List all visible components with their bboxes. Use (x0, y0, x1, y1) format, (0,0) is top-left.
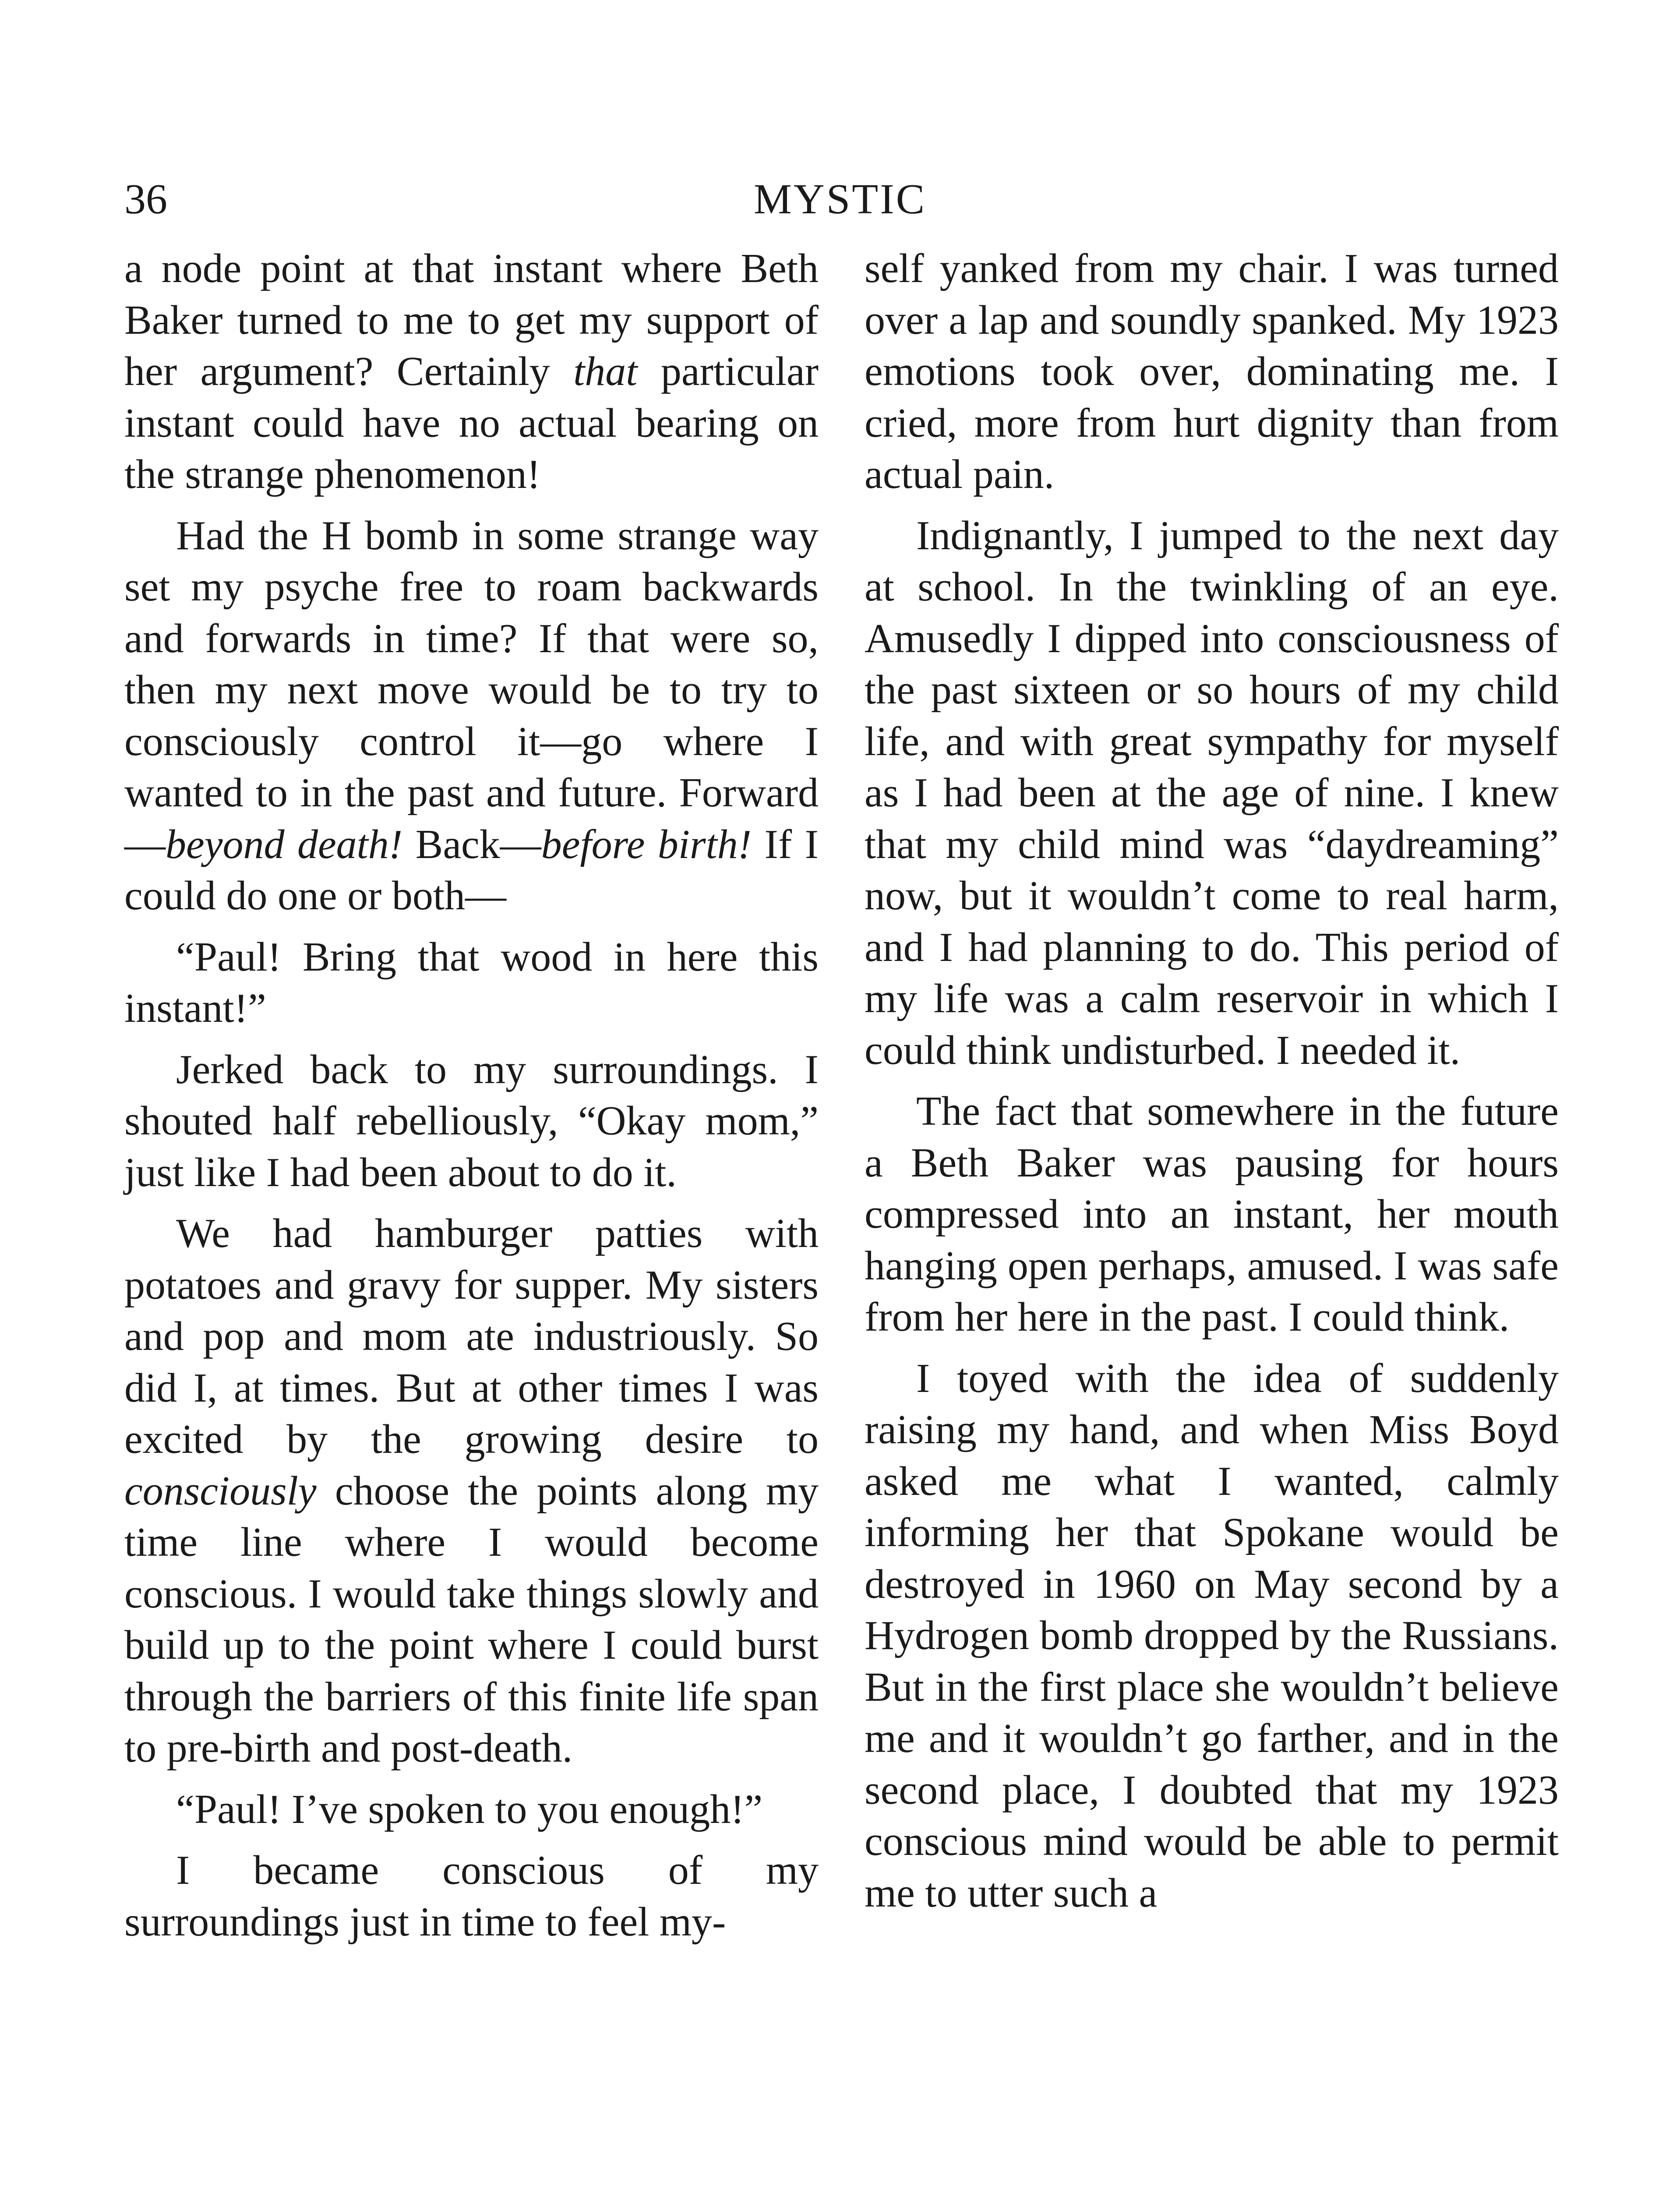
right-column (865, 243, 1559, 1919)
paragraph-text: Had the H bomb in some strange way set my psyche free to roam backwards and forwards in time? If that were so, then my next move would be to try to consciously control it—go where I wanted to in the past and future. Forward— (124, 512, 819, 867)
left-column (124, 243, 819, 1948)
paragraph-text: We had hamburger patties with potatoes and gravy for supper. My sisters and pop and mom ate industriously. So did I, at times. But at other times I was excited by the growing desire to (124, 1211, 819, 1462)
paragraph: “Paul! I’ve spoken to you enough!” (176, 1786, 763, 1832)
paragraph: “Paul! Bring that wood in here this instant!” (124, 934, 819, 1031)
paragraph: I toyed with the idea of suddenly raising my hand, and when Miss Boyd asked me what I wanted, calmly informing her that Spokane would be destroyed in 1960 on May second by a Hydrogen bomb dropped by the Russians. But in the first place she wouldn’t believe me and it wouldn’t go farther, and in the second place, I doubted that my 1923 conscious mind would be able to permit me to utter such a (865, 1355, 1559, 1916)
paragraph: self yanked from my chair. I was turned over a lap and soundly spanked. My 1923 emotions took over, dominating me. I cried, more from hurt dignity than from actual pain. (865, 246, 1559, 497)
page-header (0, 166, 1680, 232)
paragraph: The fact that somewhere in the future a Beth Baker was pausing for hours compressed into an instant, her mouth hanging open perhaps, amused. I was safe from her here in the past. I could think. (865, 1088, 1559, 1340)
paragraph-text: If I could do one or both— (124, 821, 819, 918)
paragraph (124, 243, 819, 501)
emphasis-text: consciously (124, 1468, 317, 1514)
paragraph-text: a node point at that instant where Beth Baker turned to me to get my support of her argument? Certainly (124, 246, 819, 394)
emphasis-text: beyond death! (166, 821, 403, 867)
paragraph: Indignantly, I jumped to the next day at school. In the twinkling of an eye. Amusedly I dipped into consciousness of the past sixteen or so hours of my child life, and with great sympathy for myself as I had been at the age of nine. I knew that my child mind was “daydreaming” now, but it wouldn’t come to real harm, and I had planning to do. This period of my life was a calm reservoir in which I could think undisturbed. I needed it. (865, 512, 1559, 1073)
paragraph: I became conscious of my surroundings just in time to feel my- (124, 1847, 819, 1945)
paragraph: Jerked back to my surroundings. I shouted half rebelliously, “Okay mom,” just like I had been about to do it. (124, 1046, 819, 1195)
page-number: 36 (124, 176, 167, 223)
paragraph-text: choose the points along my time line where I would become conscious. I would take things slowly and build up to the point where I could burst through the barriers of this finite life span to pre-birth and post-death. (124, 1468, 819, 1771)
running-head: MYSTIC (753, 176, 927, 223)
emphasis-text: that (573, 349, 638, 394)
paragraph-text: Back— (402, 821, 541, 867)
paragraph-text: particular instant could have no actual bearing on the strange phenomenon! (124, 349, 819, 497)
paragraph (124, 1208, 819, 1774)
emphasis-text: before birth! (541, 821, 752, 867)
paragraph (124, 510, 819, 922)
